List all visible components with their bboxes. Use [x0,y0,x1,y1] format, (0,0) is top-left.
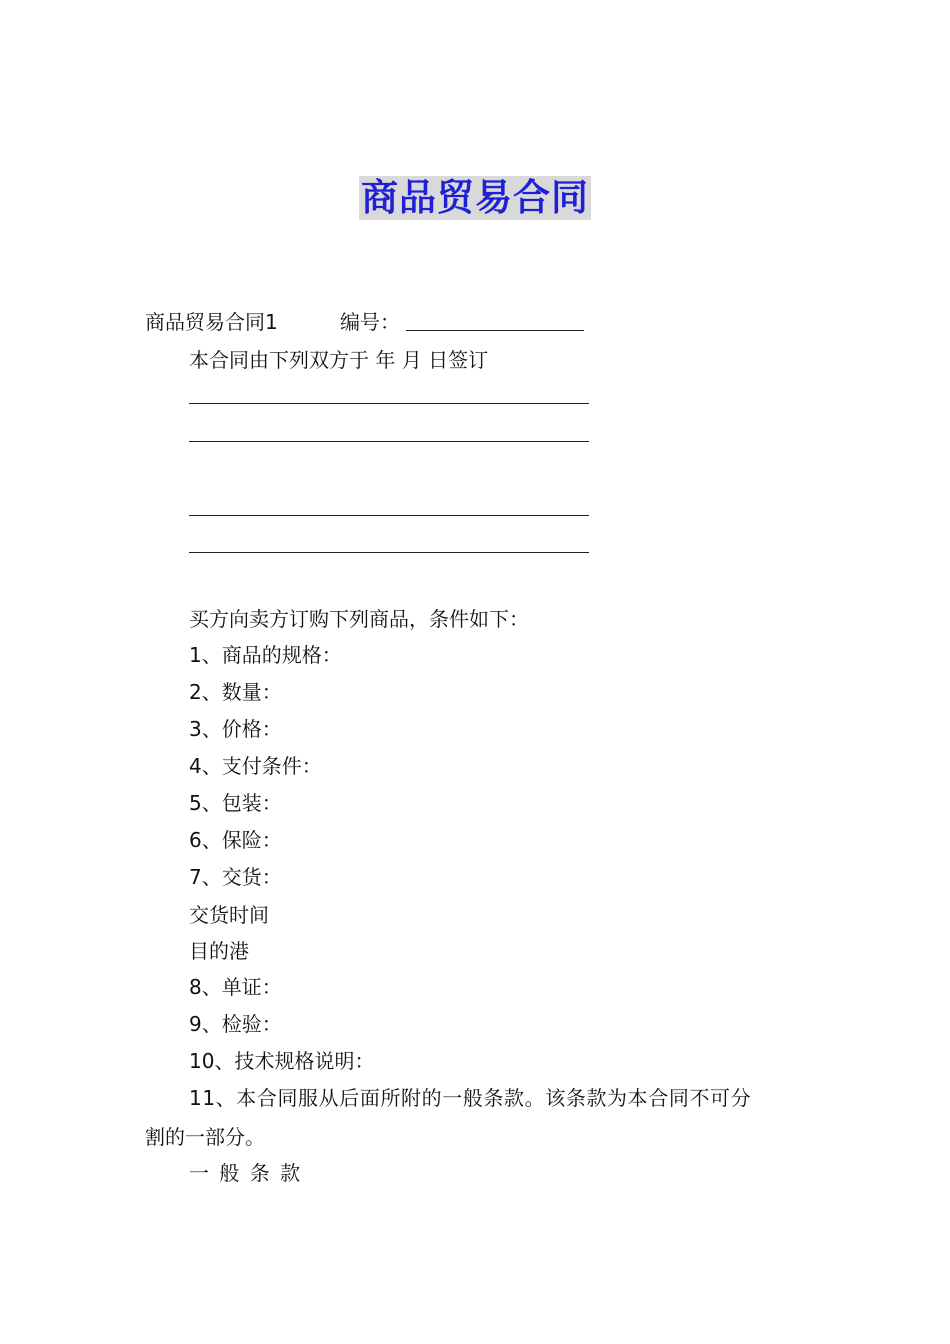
title-container [0,176,950,220]
item-specification: 1、商品的规格： [189,643,342,667]
item-price: 3、价格： [189,717,282,741]
signing-date-line: 本合同由下列双方于 年 月 日签订 [189,348,489,372]
item-payment-terms: 4、支付条件： [189,754,322,778]
item-documents: 8、单证： [189,975,282,999]
item-inspection: 9、检验： [189,1012,282,1036]
destination-port: 目的港 [189,939,249,963]
contract-number-blank [406,330,584,331]
document-title: 商品贸易合同 [361,176,589,219]
item-packing: 5、包装： [189,791,282,815]
party-blank-2 [189,441,589,442]
order-intro: 买方向卖方订购下列商品，条件如下： [189,607,529,631]
item-quantity: 2、数量： [189,680,282,704]
clause-11-line-2: 割的一部分。 [145,1125,265,1149]
item-technical-specs: 10、技术规格说明： [189,1049,375,1073]
clause-11-line-1: 11、本合同服从后面所附的一般条款。该条款为本合同不可分 [189,1086,752,1110]
general-terms-heading: 一 般 条 款 [189,1161,303,1185]
delivery-time: 交货时间 [189,903,269,927]
contract-label: 商品贸易合同1 [145,310,278,334]
contract-number-label: 编号： [340,310,400,334]
item-delivery: 7、交货： [189,865,282,889]
party-blank-4 [189,552,589,553]
item-insurance: 6、保险： [189,828,282,852]
party-blank-3 [189,515,589,516]
party-blank-1 [189,403,589,404]
